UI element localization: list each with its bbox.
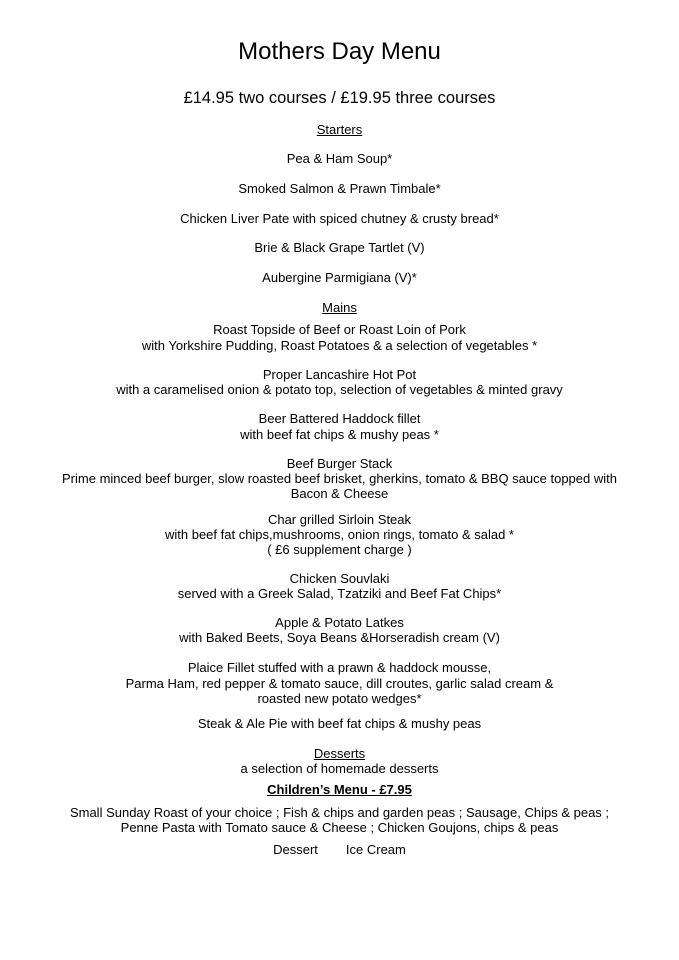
- main-item-name: Roast Topside of Beef or Roast Loin of Pork: [213, 322, 466, 337]
- main-item-name: Plaice Fillet stuffed with a prawn & haddock mousse,: [187, 660, 492, 675]
- price-line: £14.95 two courses / £19.95 three courses: [183, 89, 496, 107]
- main-item-name: Proper Lancashire Hot Pot: [262, 367, 417, 382]
- childrens-dessert-row: [0, 842, 679, 858]
- starter-item: Smoked Salmon & Prawn Timbale*: [238, 181, 441, 196]
- dessert-label: Dessert: [273, 842, 318, 857]
- dessert-value: Ice Cream: [345, 842, 406, 857]
- main-item-detail: Parma Ham, red pepper & tomato sauce, dill croutes, garlic salad cream &: [125, 676, 554, 691]
- main-item-name: Beef Burger Stack: [286, 456, 393, 471]
- childrens-menu-heading: Children’s Menu - £7.95: [267, 782, 412, 797]
- desserts-heading: Desserts: [313, 746, 366, 761]
- page-title: Mothers Day Menu: [238, 38, 441, 65]
- starter-item: Aubergine Parmigiana (V)*: [262, 270, 417, 285]
- starters-heading: Starters: [316, 122, 363, 137]
- main-item-name: Steak & Ale Pie with beef fat chips & mushy peas: [197, 716, 482, 731]
- main-item-detail: served with a Greek Salad, Tzatziki and Beef Fat Chips*: [177, 586, 502, 601]
- starter-item: Chicken Liver Pate with spiced chutney & crusty bread*: [180, 211, 499, 226]
- main-item-name: Char grilled Sirloin Steak: [267, 512, 412, 527]
- main-item-detail: roasted new potato wedges*: [257, 691, 422, 706]
- desserts-description: a selection of homemade desserts: [240, 761, 439, 776]
- main-item-detail: Prime minced beef burger, slow roasted beef brisket, gherkins, tomato & BBQ sauce topped with: [62, 471, 617, 486]
- childrens-menu-line: Penne Pasta with Tomato sauce & Cheese ; Chicken Goujons, chips & peas: [120, 820, 559, 835]
- starter-item: Brie & Black Grape Tartlet (V): [254, 240, 425, 255]
- main-item-name: Apple & Potato Latkes: [275, 615, 404, 630]
- main-item-detail: with Yorkshire Pudding, Roast Potatoes & a selection of vegetables *: [141, 338, 538, 353]
- main-item-name: Beer Battered Haddock fillet: [258, 411, 421, 426]
- main-item-detail: ( £6 supplement charge ): [267, 542, 412, 557]
- main-item-detail: with beef fat chips & mushy peas *: [240, 427, 439, 442]
- main-item-detail: with beef fat chips,mushrooms, onion rings, tomato & salad *: [164, 527, 514, 542]
- mains-heading: Mains: [322, 300, 357, 315]
- childrens-menu-line: Small Sunday Roast of your choice ; Fish & chips and garden peas ; Sausage, Chips & peas ;: [69, 805, 610, 820]
- starter-item: Pea & Ham Soup*: [286, 151, 393, 166]
- main-item-detail: with a caramelised onion & potato top, selection of vegetables & minted gravy: [116, 382, 563, 397]
- main-item-name: Chicken Souvlaki: [289, 571, 390, 586]
- main-item-detail: with Baked Beets, Soya Beans &Horseradish cream (V): [179, 630, 500, 645]
- main-item-detail: Bacon & Cheese: [290, 486, 389, 501]
